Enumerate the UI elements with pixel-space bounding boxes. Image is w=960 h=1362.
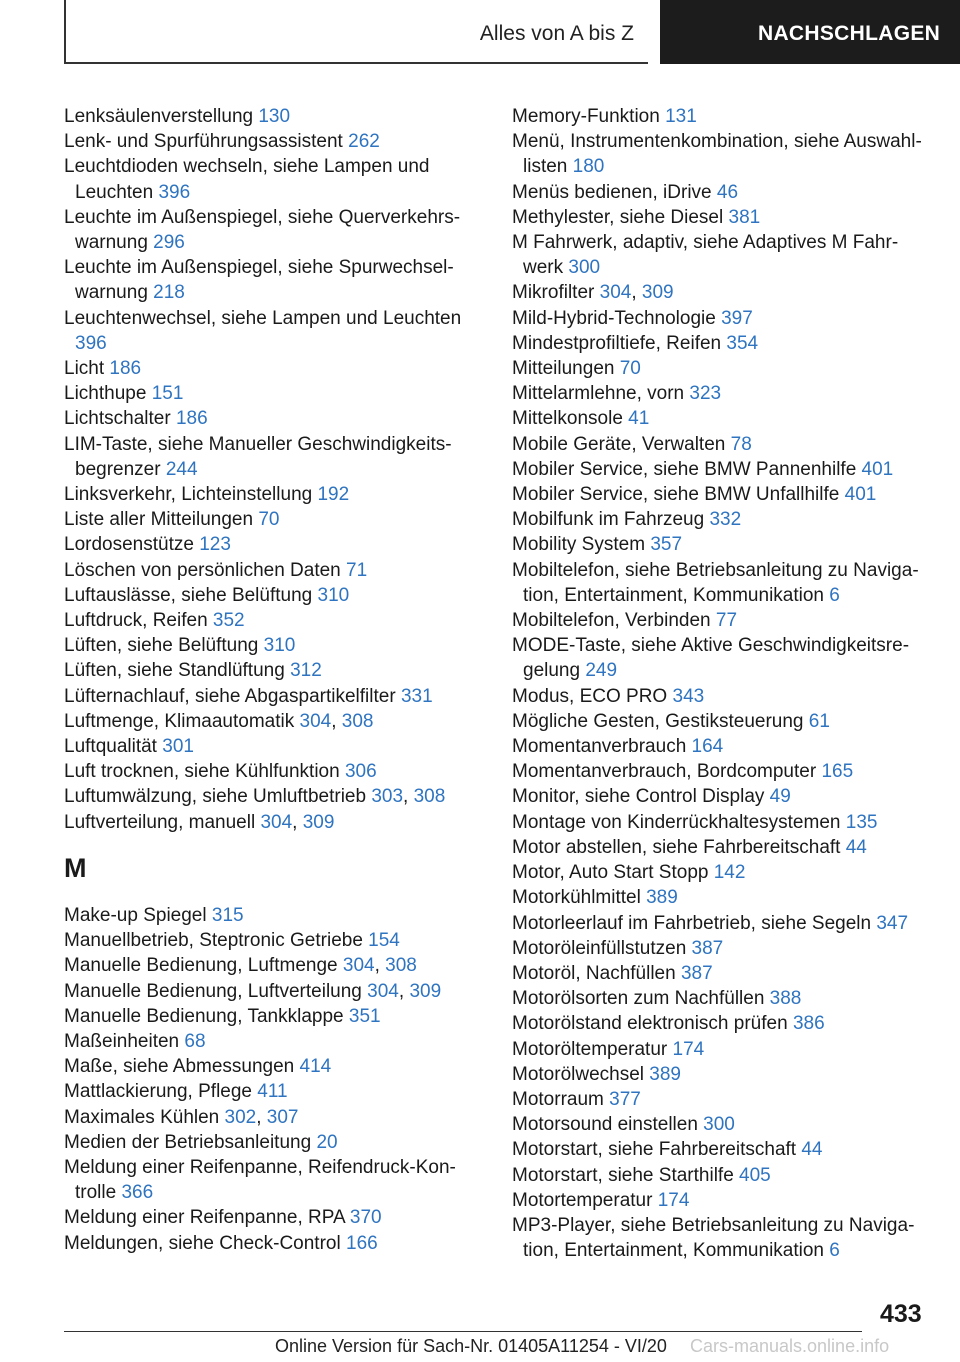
index-entry-text: Luft trocknen, siehe Kühlfunktion bbox=[64, 761, 340, 783]
page-link[interactable]: 130 bbox=[258, 106, 291, 127]
index-entry-text: Monitor, siehe Control Display bbox=[512, 786, 765, 808]
page-link[interactable]: 70 bbox=[619, 358, 641, 380]
index-entry bbox=[512, 331, 930, 356]
index-entry bbox=[64, 482, 464, 507]
index-entry bbox=[512, 1087, 930, 1112]
index-entry: Mikrofilter 304, 309 bbox=[512, 282, 674, 304]
index-entry-text: Mobiler Service, siehe BMW Unfallhilfe bbox=[512, 484, 840, 506]
index-entry: Maximales Kühlen 302, 307 bbox=[64, 1106, 299, 1128]
index-entry-text: Leuchte im Außenspiegel, siehe Spurwechselwarnung bbox=[64, 257, 454, 304]
page-link[interactable]: 186 bbox=[175, 408, 208, 430]
index-entry-text: MODE-Taste, siehe Aktive Geschwindigkeitsregelung bbox=[512, 635, 910, 682]
page-link[interactable]: 343 bbox=[672, 685, 705, 707]
page-link[interactable]: 396 bbox=[75, 332, 107, 354]
index-entry-text: Menüs bedienen, iDrive bbox=[512, 181, 712, 203]
index-entry-text: Meldung einer Reifenpanne, RPA bbox=[64, 1207, 345, 1229]
index-entry-text: Mittelarmlehne, vorn bbox=[512, 383, 685, 405]
page-link[interactable]: 370 bbox=[349, 1207, 382, 1229]
page-link[interactable]: 310 bbox=[317, 584, 350, 606]
index-entry bbox=[512, 986, 930, 1011]
index-entry bbox=[512, 432, 930, 457]
page-link[interactable]: 44 bbox=[845, 836, 867, 858]
page-link[interactable]: 388 bbox=[769, 988, 802, 1010]
index-entry bbox=[512, 457, 930, 482]
index-entry-text: Lenksäulenverstellung bbox=[64, 106, 254, 127]
page-link[interactable]: 306 bbox=[344, 761, 377, 783]
index-entry-text: Lüfternachlauf, siehe Abgaspartikelfilter bbox=[64, 685, 396, 707]
index-entry bbox=[64, 734, 464, 759]
page-link[interactable]: 77 bbox=[715, 610, 738, 632]
index-entry-text: Modus, ECO PRO bbox=[512, 685, 668, 707]
index-entry bbox=[64, 759, 464, 784]
index-entry bbox=[512, 608, 930, 633]
page-link[interactable]: 61 bbox=[808, 710, 830, 732]
index-entry bbox=[64, 406, 464, 431]
page-link[interactable]: 397 bbox=[721, 307, 753, 329]
index-entry-text: Mild-Hybrid-Technologie bbox=[512, 307, 716, 329]
index-entry-text: Mattlackierung, Pflege bbox=[64, 1081, 252, 1103]
index-entry-text: Luftdruck, Reifen bbox=[64, 610, 208, 632]
index-entry bbox=[512, 885, 930, 910]
page-link[interactable]: 405 bbox=[739, 1164, 771, 1186]
index-entry-text: Liste aller Mitteilungen bbox=[64, 509, 254, 531]
index-entry-text: Memory-Funktion bbox=[512, 106, 660, 127]
page-link[interactable]: 249 bbox=[585, 660, 618, 682]
index-entry bbox=[64, 583, 464, 608]
index-entry bbox=[64, 1130, 464, 1155]
index-entry bbox=[512, 1213, 930, 1263]
index-entry bbox=[512, 1163, 930, 1188]
index-entry-text: Luftumwälzung, siehe Umluftbetrieb bbox=[64, 786, 367, 808]
index-entry-text: Medien der Betriebsanleitung bbox=[64, 1131, 312, 1153]
index-entry-text: Momentanverbrauch, Bordcomputer bbox=[512, 761, 817, 783]
page-link[interactable]: 300 bbox=[568, 257, 601, 279]
page-link[interactable]: 123 bbox=[199, 534, 231, 556]
index-entry-text: Leuchtenwechsel, siehe Lampen und Leuchten bbox=[64, 307, 462, 329]
page-link[interactable]: 78 bbox=[730, 433, 752, 455]
index-entry-text: Lenk- und Spurführungsassistent bbox=[64, 131, 343, 153]
page-link[interactable]: 154 bbox=[368, 930, 400, 952]
page-link[interactable]: 396 bbox=[158, 181, 191, 203]
index-entry bbox=[512, 633, 930, 683]
page-link[interactable]: 323 bbox=[689, 383, 722, 405]
index-entry-text: Montage von Kinderrückhaltesystemen bbox=[512, 811, 841, 833]
index-entry bbox=[64, 129, 464, 154]
index-entry bbox=[512, 734, 930, 759]
page-link[interactable]: 389 bbox=[646, 887, 678, 909]
index-entry-text: Motorraum bbox=[512, 1088, 604, 1110]
index-entry-text: Mittelkonsole bbox=[512, 408, 623, 430]
index-entry-text: Manuelle Bedienung, Luftmenge bbox=[64, 955, 338, 977]
page-link[interactable]: 46 bbox=[716, 181, 739, 203]
index-entry bbox=[512, 180, 930, 205]
index-entry-text: Manuelle Bedienung, Luftverteilung bbox=[64, 980, 362, 1002]
index-entry-text: Motorölstand elektronisch prüfen bbox=[512, 1013, 788, 1035]
index-entry-text: Motorstart, siehe Fahrbereitschaft bbox=[512, 1139, 797, 1161]
page-link[interactable]: 312 bbox=[290, 660, 322, 682]
page-link[interactable]: 131 bbox=[665, 106, 697, 127]
index-entry bbox=[64, 1155, 464, 1205]
page-link[interactable]: 332 bbox=[709, 509, 742, 531]
page-link[interactable]: 387 bbox=[691, 937, 724, 959]
page-link[interactable]: 411 bbox=[257, 1081, 288, 1103]
index-entry-text: Luftqualität bbox=[64, 736, 157, 758]
page-link[interactable]: 135 bbox=[845, 811, 878, 833]
index-entry bbox=[512, 684, 930, 709]
page-link[interactable]: 303 bbox=[371, 786, 404, 808]
index-entry-text: Motorleerlauf im Fahrbetrieb, siehe Segeln bbox=[512, 912, 872, 934]
index-entry-text: Meldungen, siehe Check-Control bbox=[64, 1232, 341, 1254]
page-link[interactable]: 389 bbox=[649, 1063, 681, 1085]
index-entry bbox=[512, 961, 930, 986]
page-link[interactable]: 302 bbox=[224, 1106, 257, 1128]
index-entry: Luftumwälzung, siehe Umluftbetrieb 303, 308 bbox=[64, 786, 446, 808]
index-entry bbox=[512, 709, 930, 734]
index-entry bbox=[64, 154, 464, 204]
index-entry bbox=[512, 1137, 930, 1162]
page-link[interactable]: 68 bbox=[184, 1030, 206, 1052]
index-entry bbox=[512, 104, 930, 129]
index-entry bbox=[64, 658, 464, 683]
index-column-right bbox=[512, 104, 930, 1263]
index-entry bbox=[512, 482, 930, 507]
index-entry bbox=[512, 860, 930, 885]
index-entry bbox=[512, 1112, 930, 1137]
header-chapter-tab: NACHSCHLAGEN bbox=[660, 0, 960, 64]
index-entry-text: Luftmenge, Klimaautomatik bbox=[64, 710, 295, 732]
header-rule-vertical bbox=[64, 0, 66, 64]
page-link[interactable]: 304 bbox=[299, 710, 332, 732]
index-entry bbox=[64, 903, 464, 928]
index-entry-text: Leuchte im Außenspiegel, siehe Querverkehrswarnung bbox=[64, 206, 461, 254]
index-entry-text: Mobilfunk im Fahrzeug bbox=[512, 509, 705, 531]
index-entry bbox=[512, 306, 930, 331]
index-entry bbox=[512, 507, 930, 532]
index-entry bbox=[64, 684, 464, 709]
page-link[interactable]: 6 bbox=[829, 584, 840, 606]
index-entry bbox=[64, 432, 464, 482]
page-link[interactable]: 377 bbox=[609, 1088, 641, 1110]
index-entry-text: Licht bbox=[64, 358, 105, 380]
index-column-left bbox=[64, 104, 464, 1256]
index-entry bbox=[512, 1011, 930, 1036]
index-entry: Luftverteilung, manuell 304, 309 bbox=[64, 811, 335, 833]
index-entry bbox=[512, 784, 930, 809]
index-entry-text: M Fahrwerk, adaptiv, siehe Adaptives M Fahrwerk bbox=[512, 232, 899, 279]
page-link[interactable]: 44 bbox=[801, 1139, 823, 1161]
index-entry bbox=[512, 129, 930, 179]
page-link[interactable]: 347 bbox=[876, 912, 909, 934]
index-entry-text: Motor abstellen, siehe Fahrbereitschaft bbox=[512, 836, 841, 858]
page-link[interactable]: 192 bbox=[317, 484, 350, 506]
index-entry bbox=[512, 532, 930, 557]
index-entry bbox=[512, 810, 930, 835]
page-link[interactable]: 20 bbox=[316, 1131, 338, 1153]
index-entry-text: Menü, Instrumentenkombination, siehe Auswahllisten bbox=[512, 131, 922, 178]
index-entry-text: Motorölwechsel bbox=[512, 1063, 644, 1085]
index-entry-text: MP3-Player, siehe Betriebsanleitung zu Navigation, Entertainment, Kommunikation bbox=[512, 1214, 915, 1262]
index-entry-text: Leuchtdioden wechseln, siehe Lampen und Leuchten bbox=[64, 156, 430, 203]
index-entry-text: Meldung einer Reifenpanne, Reifendruck-Kontrolle bbox=[64, 1156, 456, 1204]
page-link[interactable]: 304 bbox=[342, 955, 375, 977]
page-link[interactable]: 180 bbox=[572, 156, 605, 178]
page-link[interactable]: 308 bbox=[413, 786, 446, 808]
page-link[interactable]: 304 bbox=[599, 282, 632, 304]
index-entry-text: Mobiltelefon, Verbinden bbox=[512, 610, 711, 632]
index-entry-text: Linksverkehr, Lichteinstellung bbox=[64, 484, 313, 506]
page-link[interactable]: 41 bbox=[628, 408, 650, 430]
index-letter-heading: M bbox=[64, 852, 87, 883]
index-entry bbox=[64, 1205, 464, 1230]
index-entry bbox=[64, 356, 464, 381]
page-link[interactable]: 381 bbox=[728, 206, 761, 228]
index-entry: Luftmenge, Klimaautomatik 304, 308 bbox=[64, 710, 374, 732]
index-entry-text: Lichtschalter bbox=[64, 408, 171, 430]
index-entry-text: Mobility System bbox=[512, 534, 646, 556]
index-entry bbox=[64, 205, 464, 255]
page-link[interactable]: 244 bbox=[165, 458, 198, 480]
page-link[interactable]: 6 bbox=[829, 1240, 840, 1262]
index-entry bbox=[64, 1004, 464, 1029]
page-link[interactable]: 309 bbox=[302, 811, 335, 833]
index-entry-text: Maßeinheiten bbox=[64, 1030, 180, 1052]
page-link[interactable]: 151 bbox=[151, 383, 184, 405]
index-entry bbox=[512, 381, 930, 406]
index-entry-text: Methylester, siehe Diesel bbox=[512, 206, 724, 228]
index-entry bbox=[64, 608, 464, 633]
index-entry bbox=[64, 532, 464, 557]
index-entry-text: Motorkühlmittel bbox=[512, 887, 641, 909]
index-entry bbox=[64, 1079, 464, 1104]
index-entry-text: Motorölsorten zum Nachfüllen bbox=[512, 988, 765, 1010]
page-link[interactable]: 331 bbox=[400, 685, 433, 707]
index-entry-text: Motoröl, Nachfüllen bbox=[512, 962, 676, 984]
page-link[interactable]: 186 bbox=[109, 358, 142, 380]
index-entry-text: Manuellbetrieb, Steptronic Getriebe bbox=[64, 930, 363, 952]
index-entry bbox=[64, 255, 464, 305]
page-link[interactable]: 296 bbox=[153, 232, 185, 254]
page-link[interactable]: 315 bbox=[211, 904, 244, 926]
index-entry-text: Mögliche Gesten, Gestiksteuerung bbox=[512, 710, 804, 732]
index-entry-text: Motorsound einstellen bbox=[512, 1114, 698, 1136]
index-entry-text: Lüften, siehe Belüftung bbox=[64, 635, 259, 657]
page-link[interactable]: 301 bbox=[162, 736, 194, 758]
index-entry bbox=[512, 759, 930, 784]
index-entry bbox=[512, 936, 930, 961]
page-link[interactable]: 354 bbox=[726, 332, 759, 354]
page-link[interactable]: 307 bbox=[266, 1106, 299, 1128]
index-entry bbox=[512, 205, 930, 230]
watermark: Cars-manuals.online.info bbox=[690, 1336, 890, 1356]
page-link[interactable]: 142 bbox=[713, 862, 746, 884]
page-link[interactable]: 218 bbox=[153, 282, 185, 304]
page-link[interactable]: 401 bbox=[844, 484, 877, 506]
index-entry bbox=[64, 928, 464, 953]
index-entry bbox=[512, 356, 930, 381]
index-entry bbox=[512, 1062, 930, 1087]
index-entry bbox=[64, 1029, 464, 1054]
index-entry-text: Mobile Geräte, Verwalten bbox=[512, 433, 726, 455]
index-entry-text: Luftverteilung, manuell bbox=[64, 811, 256, 833]
index-entry bbox=[512, 1037, 930, 1062]
footer-text: Online Version für Sach-Nr. 01405A11254 - VI/20 bbox=[275, 1336, 667, 1356]
page-number: 433 bbox=[880, 1300, 922, 1328]
index-entry-text: Motor, Auto Start Stopp bbox=[512, 862, 709, 884]
index-entry bbox=[64, 306, 464, 356]
index-entry bbox=[512, 911, 930, 936]
index-entry bbox=[64, 633, 464, 658]
page-link[interactable]: 304 bbox=[260, 811, 293, 833]
page-link[interactable]: 308 bbox=[385, 955, 417, 977]
index-entry-text: Maximales Kühlen bbox=[64, 1106, 220, 1128]
index-entry-text: Lordosenstütze bbox=[64, 534, 194, 556]
index-entry bbox=[64, 558, 464, 583]
page-link[interactable]: 309 bbox=[641, 282, 674, 304]
index-entry-text: Lichthupe bbox=[64, 383, 147, 405]
index-entry bbox=[512, 1188, 930, 1213]
index-entry-text: Mobiltelefon, siehe Betriebsanleitung zu Navigation, Entertainment, Kommunikation bbox=[512, 559, 919, 606]
page-link[interactable]: 366 bbox=[121, 1182, 154, 1204]
page-link[interactable]: 357 bbox=[650, 534, 683, 556]
index-entry bbox=[64, 104, 464, 129]
index-entry-text: LIM-Taste, siehe Manueller Geschwindigkeitsbegrenzer bbox=[64, 433, 452, 480]
index-entry bbox=[64, 1231, 464, 1256]
page-link[interactable]: 308 bbox=[341, 710, 374, 732]
index-entry-text: Maße, siehe Abmessungen bbox=[64, 1056, 295, 1078]
page-link[interactable]: 49 bbox=[769, 786, 791, 808]
page-link[interactable]: 262 bbox=[348, 131, 380, 153]
index-entry bbox=[64, 1054, 464, 1079]
index-entry bbox=[512, 835, 930, 860]
index-entry: Manuelle Bedienung, Luftmenge 304, 308 bbox=[64, 955, 417, 977]
index-entry bbox=[512, 230, 930, 280]
header-rule-horizontal bbox=[64, 62, 648, 64]
index-entry bbox=[512, 406, 930, 431]
index-entry bbox=[64, 381, 464, 406]
footer-rule bbox=[64, 1331, 862, 1332]
page-link[interactable]: 165 bbox=[821, 761, 854, 783]
index-entry-text: Lüften, siehe Standlüftung bbox=[64, 660, 285, 682]
page-link[interactable]: 300 bbox=[703, 1114, 735, 1136]
index-entry-text: Löschen von persönlichen Daten bbox=[64, 559, 341, 581]
index-entry-text: Make-up Spiegel bbox=[64, 904, 207, 926]
index-entry-text: Motoröltemperatur bbox=[512, 1038, 668, 1060]
index-entry bbox=[64, 507, 464, 532]
index-entry-text: Motoröleinfüllstutzen bbox=[512, 937, 687, 959]
index-entry-text: Luftauslässe, siehe Belüftung bbox=[64, 584, 313, 606]
index-entry-text: Mikrofilter bbox=[512, 282, 595, 304]
page-link[interactable]: 387 bbox=[680, 962, 713, 984]
page-link[interactable]: 174 bbox=[672, 1038, 705, 1060]
page-link[interactable]: 351 bbox=[348, 1005, 381, 1027]
index-entry-text: Mitteilungen bbox=[512, 358, 615, 380]
page-link[interactable]: 166 bbox=[346, 1232, 378, 1254]
index-entry-text: Momentanverbrauch bbox=[512, 736, 687, 758]
index-entry-text: Manuelle Bedienung, Tankklappe bbox=[64, 1005, 344, 1027]
page-link[interactable]: 71 bbox=[346, 559, 368, 581]
index-entry-text: Motorstart, siehe Starthilfe bbox=[512, 1164, 734, 1186]
index-entry-text: Mindestprofiltiefe, Reifen bbox=[512, 332, 722, 354]
index-entry bbox=[512, 558, 930, 608]
page-link[interactable]: 164 bbox=[691, 736, 724, 758]
page-link[interactable]: 304 bbox=[367, 980, 399, 1002]
page-link[interactable]: 310 bbox=[263, 635, 296, 657]
page-link[interactable]: 414 bbox=[299, 1056, 332, 1078]
page-link[interactable]: 386 bbox=[792, 1013, 825, 1035]
page-link[interactable]: 174 bbox=[657, 1189, 690, 1211]
page-link[interactable]: 70 bbox=[258, 509, 280, 531]
page-link[interactable]: 401 bbox=[861, 458, 894, 480]
page-link[interactable]: 352 bbox=[212, 610, 245, 632]
index-entry: Manuelle Bedienung, Luftverteilung 304, 309 bbox=[64, 980, 442, 1002]
index-entry-text: Mobiler Service, siehe BMW Pannenhilfe bbox=[512, 458, 857, 480]
page-link[interactable]: 309 bbox=[409, 980, 442, 1002]
header-section-title: Alles von A bis Z bbox=[479, 22, 634, 45]
index-entry-text: Motortemperatur bbox=[512, 1189, 653, 1211]
